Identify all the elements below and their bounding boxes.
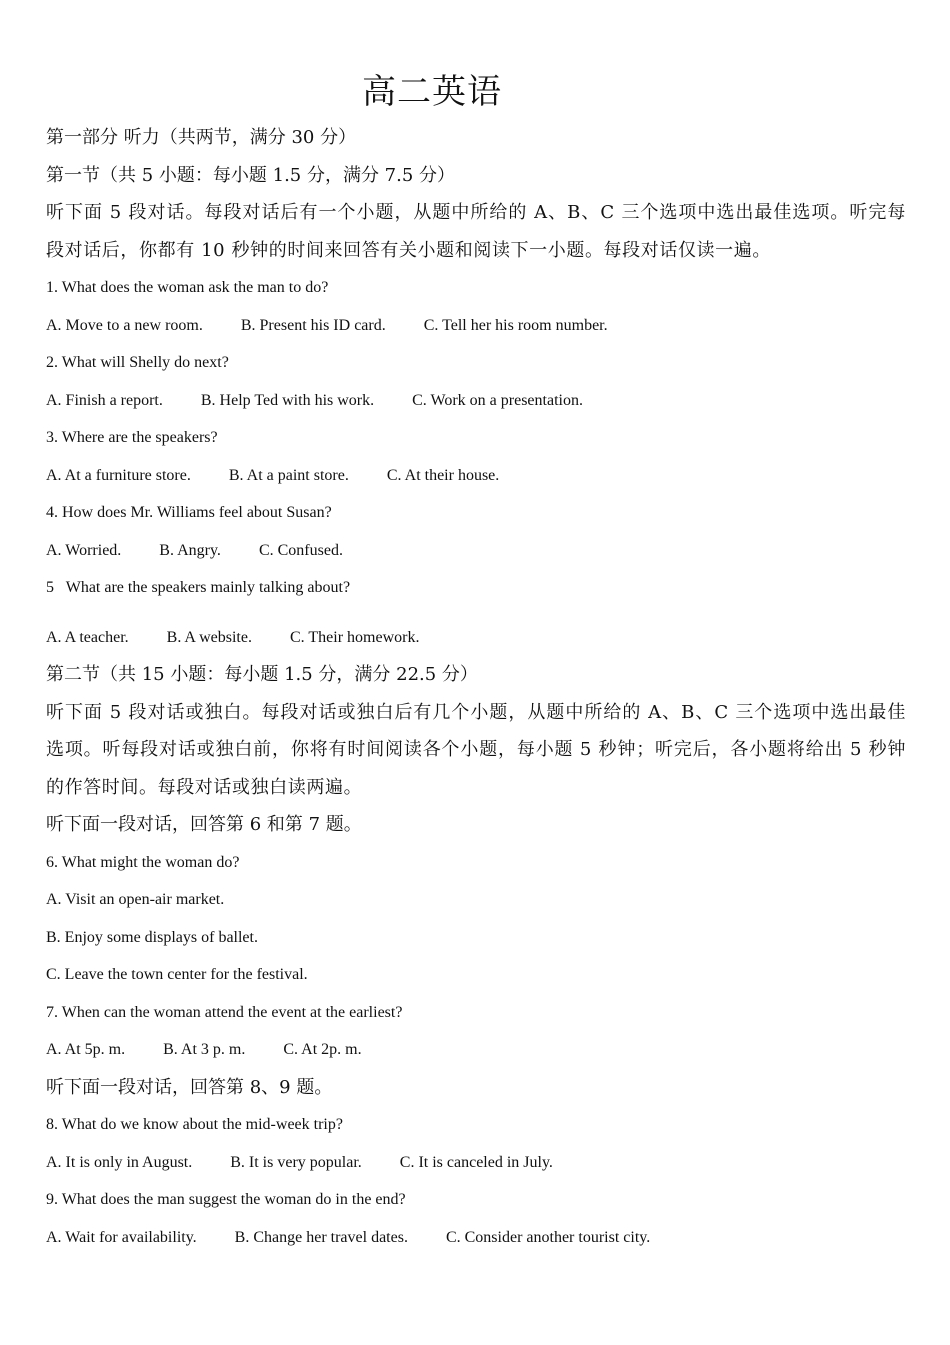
option-c: C. At 2p. m. (283, 1041, 362, 1058)
question-2-stem: 2. What will Shelly do next? (46, 354, 229, 371)
question-4-stem: 4. How does Mr. Williams feel about Susan? (46, 504, 332, 521)
question-5-stem: 5 What are the speakers mainly talking about? (46, 579, 351, 596)
question-7-stem: 7. When can the woman attend the event at the earliest? (46, 1003, 403, 1021)
question-6-option-a: A. Visit an open-air market. (46, 891, 225, 908)
question-9-options (46, 1219, 906, 1257)
question-3-stem: 3. Where are the speakers? (46, 429, 218, 446)
question-7-options (46, 1031, 906, 1069)
question-1-stem: 1. What does the woman ask the man to do? (46, 279, 329, 296)
spacer (46, 607, 906, 619)
option-a: A. Worried. (46, 541, 122, 559)
option-c: C. Tell her his room number. (423, 316, 608, 334)
question-4-options (46, 532, 906, 570)
option-a: A. A teacher. (46, 628, 129, 646)
section1-instructions: 听下面 5 段对话。每段对话后有一个小题，从题中所给的 A、B、C 三个选项中选出最佳选项。听完每段对话后，你都有 10 秒钟的时间来回答有关小题和阅读下一小题。每段对话仅读一遍。 (46, 202, 906, 261)
question-5-options (46, 619, 906, 657)
dialog1-intro: 听下面一段对话，回答第 6 和第 7 题。 (46, 814, 362, 835)
exam-content (46, 119, 906, 1256)
option-c: C. It is canceled in July. (399, 1153, 553, 1171)
option-c: C. Confused. (258, 541, 343, 559)
option-c: C. Consider another tourist city. (445, 1228, 651, 1246)
part1-heading: 第一部分 听力（共两节，满分 30 分） (46, 127, 357, 148)
option-a: A. Finish a report. (46, 391, 163, 409)
question-6-option-c: C. Leave the town center for the festival. (46, 966, 308, 983)
option-b: B. Change her travel dates. (234, 1228, 408, 1246)
question-9-stem: 9. What does the man suggest the woman do in the end? (46, 1191, 406, 1208)
option-c: C. Work on a presentation. (412, 391, 583, 409)
question-8-options (46, 1144, 906, 1182)
option-a: A. Move to a new room. (46, 316, 203, 334)
option-a: A. At 5p. m. (46, 1041, 126, 1058)
section2-heading: 第二节（共 15 小题：每小题 1.5 分，满分 22.5 分） (46, 664, 478, 685)
option-c: C. Their homework. (289, 628, 420, 646)
option-b: B. Angry. (159, 541, 221, 559)
option-b: B. It is very popular. (230, 1153, 362, 1171)
question-6-option-b: B. Enjoy some displays of ballet. (46, 928, 258, 946)
option-c: C. At their house. (386, 466, 500, 484)
question-8-stem: 8. What do we know about the mid-week trip? (46, 1116, 343, 1133)
option-b: B. Help Ted with his work. (200, 391, 375, 409)
question-6-stem: 6. What might the woman do? (46, 853, 240, 871)
question-2-options (46, 382, 906, 420)
option-b: B. At 3 p. m. (163, 1041, 246, 1058)
question-1-options (46, 307, 906, 345)
option-b: B. A website. (166, 628, 252, 646)
option-b: B. At a paint store. (228, 466, 349, 484)
option-b: B. Present his ID card. (240, 316, 386, 334)
option-a: A. Wait for availability. (46, 1228, 197, 1246)
option-a: A. At a furniture store. (46, 466, 191, 484)
option-a: A. It is only in August. (46, 1153, 193, 1171)
section1-heading: 第一节（共 5 小题：每小题 1.5 分，满分 7.5 分） (46, 164, 456, 186)
dialog2-intro: 听下面一段对话，回答第 8、9 题。 (46, 1076, 333, 1098)
page-title: 高二英语 (362, 72, 502, 112)
section2-instructions: 听下面 5 段对话或独白。每段对话或独白后有几个小题，从题中所给的 A、B、C 三个选项中选出最佳选项。听每段对话或独白前，你将有时间阅读各个小题，每小题 5 秒钟；听完后，各小题将给出 5 秒钟的作答时间。每段对话或独白读两遍。 (46, 701, 906, 798)
question-3-options (46, 457, 906, 495)
